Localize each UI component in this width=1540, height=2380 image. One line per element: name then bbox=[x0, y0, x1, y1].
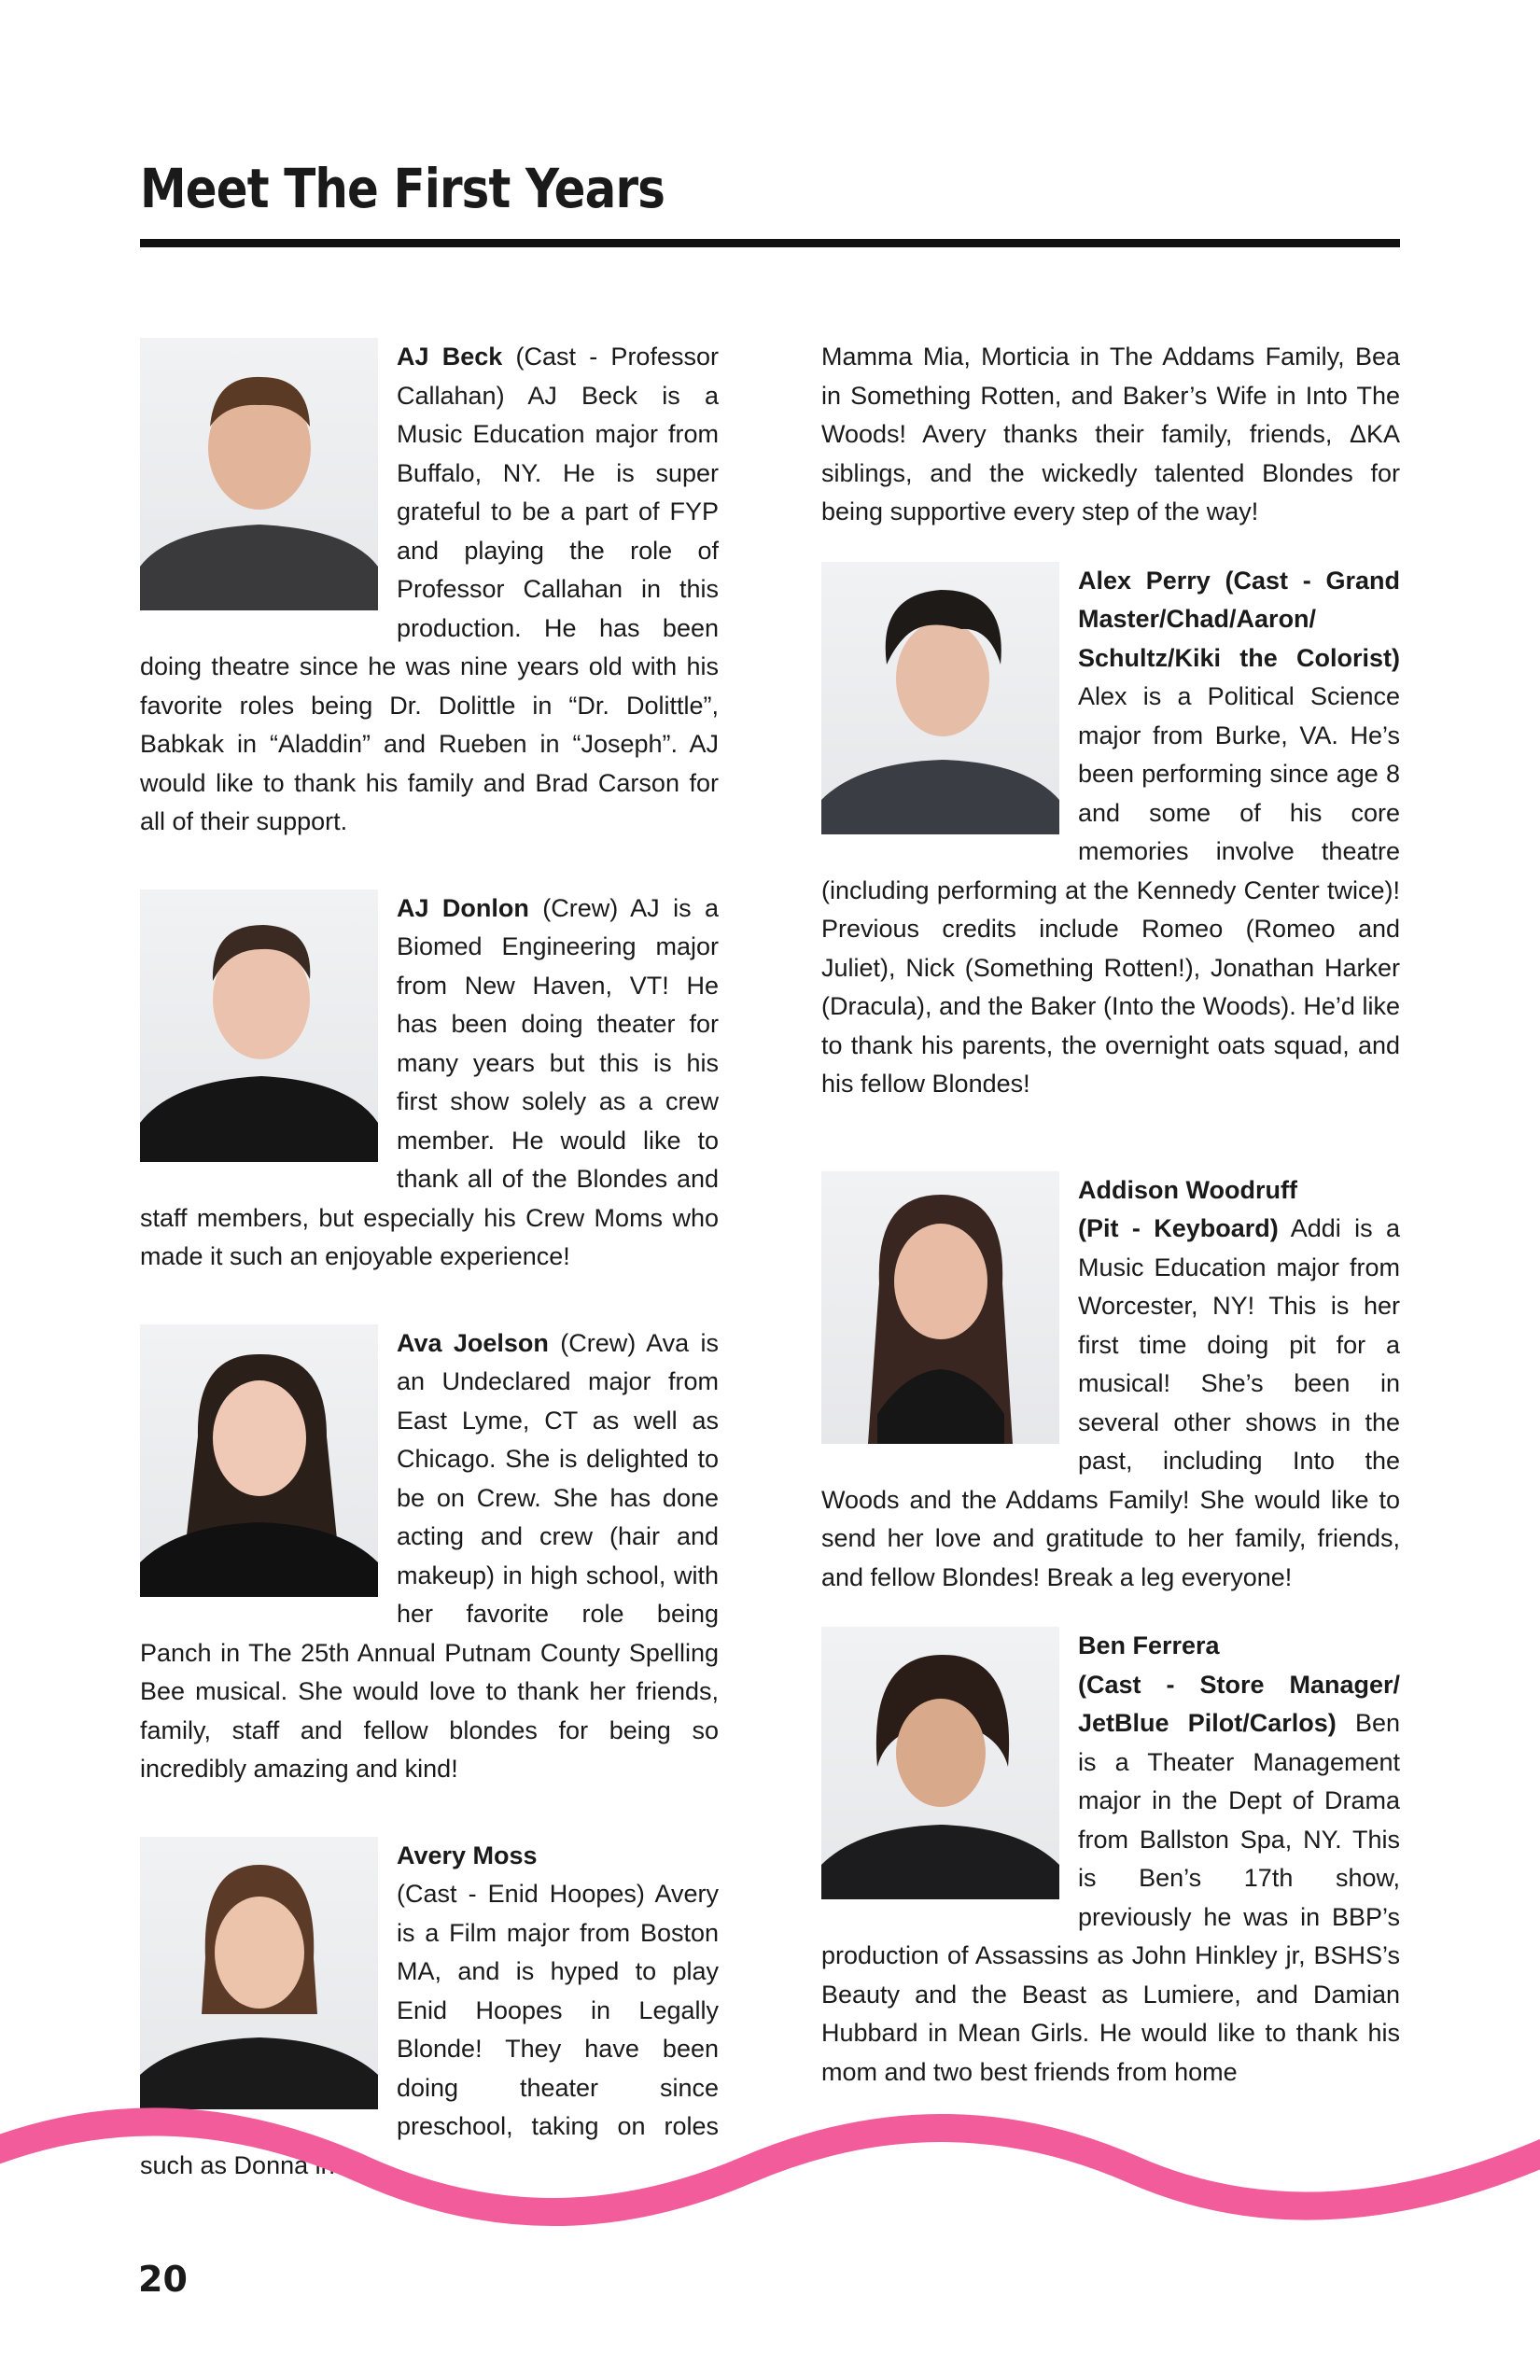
headshot-ava-joelson bbox=[140, 1324, 378, 1597]
left-column bbox=[140, 338, 719, 2185]
name-aj-donlon: AJ Donlon bbox=[397, 893, 529, 922]
page-title: Meet The First Years bbox=[140, 157, 665, 220]
role-ben-ferrera: (Cast - Store Manager/ JetBlue Pilot/Carlos) bbox=[1078, 1670, 1400, 1737]
bio-text-ben-ferrera: Ben is a Theater Management major in the Dept of Drama from Ballston Spa, NY. This is Ben’s 17th show, previously he was in BBP’s production of Assassins as John Hinkley jr, BSHS’s Beauty and the Beast as Lumiere, and Damian Hubbard in Mean Girls. He would like to thank his mom and two best friends from home bbox=[821, 1709, 1400, 2086]
bio-text-avery-moss: Avery is a Film major from Boston MA, and is hyped to play Enid Hoopes in Legally Blonde! They have been doing theater since preschool, taking on roles such as Donna in bbox=[140, 1880, 719, 2179]
bio-text-addison-woodruff: Addi is a Music Education major from Worcester, NY! This is her first time doing pit for a musical! She’s been in several other shows in the past, including Into the Woods and the Addams Family! She would like to send her love and gratitude to her family, friends, and fellow Blondes! Break a leg everyone! bbox=[821, 1214, 1401, 1591]
bio-aj-beck bbox=[140, 338, 719, 842]
page-number: 20 bbox=[138, 2259, 188, 2300]
name-addison-woodruff: Addison Woodruff bbox=[1078, 1175, 1297, 1204]
decorative-wave bbox=[0, 2091, 1540, 2259]
headshot-alex-perry bbox=[821, 562, 1059, 834]
bio-ava-joelson bbox=[140, 1324, 719, 1789]
name-alex-perry: Alex Perry bbox=[1078, 566, 1211, 595]
bio-ben-ferrera bbox=[821, 1627, 1400, 2092]
role-addison-woodruff: (Pit - Keyboard) bbox=[1078, 1214, 1279, 1242]
bio-aj-donlon bbox=[140, 889, 719, 1277]
title-divider bbox=[140, 239, 1400, 247]
headshot-aj-donlon bbox=[140, 889, 378, 1162]
name-avery-moss: Avery Moss bbox=[397, 1841, 538, 1869]
bio-avery-moss-continued bbox=[821, 338, 1400, 532]
name-ava-joelson: Ava Joelson bbox=[397, 1328, 549, 1357]
headshot-ben-ferrera bbox=[821, 1627, 1059, 1899]
name-aj-beck: AJ Beck bbox=[397, 343, 503, 371]
role-aj-donlon: (Crew) bbox=[542, 893, 619, 922]
bio-alex-perry bbox=[821, 562, 1400, 1104]
role-ava-joelson: (Crew) bbox=[560, 1328, 637, 1357]
headshot-avery-moss bbox=[140, 1837, 378, 2109]
bio-text-ava-joelson: Ava is an Undeclared major from East Lyme, CT as well as Chicago. She is delighted to be on Crew. She has done acting and crew (hair and makeup) in high school, with her favorite role being Panch in The 25th Annual Putnam County Spelling Bee musical. She would love to thank her friends, family, staff and fellow blondes for being so incredibly amazing and kind! bbox=[140, 1328, 719, 1783]
bio-text-aj-donlon: AJ is a Biomed Engineering major from New Haven, VT! He has been doing theater for many years but this is his first show solely as a crew member. He would like to thank all of the Blondes and staff members, but especially his Crew Moms who made it such an enjoyable experience! bbox=[140, 893, 719, 1270]
headshot-aj-beck bbox=[140, 338, 378, 610]
headshot-addison-woodruff bbox=[821, 1171, 1059, 1444]
name-ben-ferrera: Ben Ferrera bbox=[1078, 1631, 1220, 1659]
bio-text-avery-moss-continued: Mamma Mia, Morticia in The Addams Family, Bea in Something Rotten, and Baker’s Wife in Into The Woods! Avery thanks their family, friends, ΔKA siblings, and the wickedly talented Blondes for being supportive every step of the way! bbox=[821, 343, 1400, 525]
right-column bbox=[821, 338, 1400, 2092]
bio-addison-woodruff bbox=[821, 1171, 1400, 1598]
bio-text-aj-beck: AJ Beck is a Music Education major from Buffalo, NY. He is super grateful to be a part of FYP and playing the role of Professor Callahan in this production. He has been doing theatre since he was nine years old with his favorite roles being Dr. Dolittle in “Dr. Dolittle”, Babkak in “Aladdin” and Rueben in “Joseph”. AJ would like to thank his family and Brad Carson for all of their support. bbox=[140, 381, 719, 835]
bio-text-alex-perry: Alex is a Political Science major from Burke, VA. He’s been performing since age 8 and some of his core memories involve theatre (including performing at the Kennedy Center twice)! Previous credits include Romeo (Romeo and Juliet), Nick (Something Rotten!), Jonathan Harker (Dracula), and the Baker (Into the Woods). He’d like to thank his parents, the overnight oats squad, and his fellow Blondes! bbox=[821, 682, 1400, 1098]
role-avery-moss: (Cast - Enid Hoopes) bbox=[397, 1880, 645, 1908]
role-aj-beck: (Cast - Professor Callahan) bbox=[397, 343, 719, 410]
role-alex-perry: (Cast - Grand Master/Chad/Aaron/ Schultz/Kiki the Colorist) bbox=[1078, 566, 1400, 672]
